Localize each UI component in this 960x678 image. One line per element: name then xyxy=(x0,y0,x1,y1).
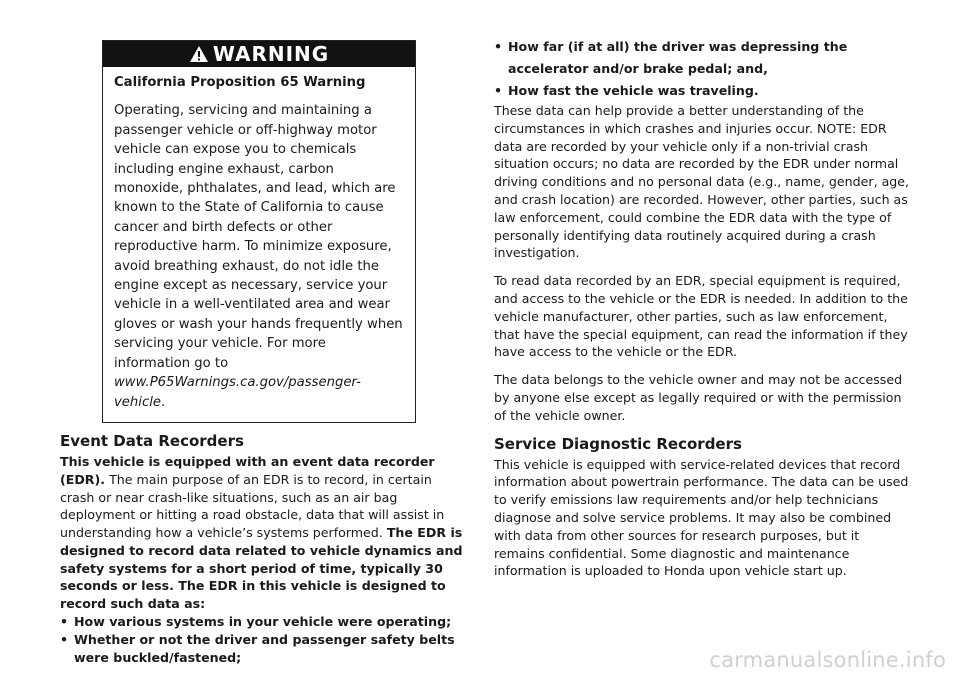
list-item xyxy=(60,613,466,631)
list-item xyxy=(60,631,466,667)
warning-body-text: Operating, servicing and maintaining a passenger vehicle or off-highway motor vehicle can expose you to chemicals including engine exhaust, carbon monoxide, phthalates, and lead, which are known to the State of California to cause cancer and birth defects or other reproductive harm. To minimize exposure, avoid breathing exhaust, do not idle the engine except as necessary, service your vehicle in a well-ventilated area and wear gloves or wash your hands frequently when servicing your vehicle. For more information go to xyxy=(114,103,403,371)
bullet-dot: • xyxy=(60,614,69,630)
sdr-paragraph: This vehicle is equipped with service-related devices that record information about powertrain performance. The data can be used to verify emissions law requirements and/or help technicians diagnose and solve service problems. It may also be combined with data from other sources for research purposes, but it remains confidential. Some diagnostic and maintenance information is uploaded to Honda upon vehicle start up. xyxy=(494,456,909,579)
edr-heading: Event Data Recorders xyxy=(60,431,244,450)
list-item-text: How far (if at all) the driver was depressing the accelerator and/or brake pedal; and, xyxy=(508,39,848,76)
edr-intro-bold: This vehicle is equipped with an event data recorder (EDR). xyxy=(60,453,435,487)
edr-paragraph-3: The data belongs to the vehicle owner and may not be accessed by anyone else except as legally required or with the permission of the vehicle owner. xyxy=(494,372,903,423)
edr-intro xyxy=(60,453,466,613)
warning-triangle-icon xyxy=(189,45,209,63)
edr-bullet-list-left xyxy=(60,613,466,666)
edr-intro-bold-2: The EDR is designed to record data related to vehicle dynamics and safety systems for a short period of time, typically 30 seconds or less. The EDR in this vehicle is designed to record such data as: xyxy=(60,525,463,612)
watermark: carmanualsonline.info xyxy=(709,648,946,672)
bullet-dot: • xyxy=(60,631,69,647)
list-item-text: How various systems in your vehicle were operating; xyxy=(74,614,452,630)
warning-title: California Proposition 65 Warning xyxy=(114,75,366,90)
sdr-heading: Service Diagnostic Recorders xyxy=(494,434,742,453)
warning-url: www.P65Warnings.ca.gov/passenger-vehicle xyxy=(114,375,361,410)
warning-text xyxy=(114,101,405,412)
list-item xyxy=(494,80,910,102)
list-item-text: How fast the vehicle was traveling. xyxy=(508,83,759,98)
edr-intro-text: The main purpose of an EDR is to record, in certain crash or near crash-like situations, such as an air bag deployment or hitting a road obstacle, data that will assist in understanding how a vehicle’s systems performed. xyxy=(60,471,445,541)
list-item xyxy=(494,36,910,80)
right-column xyxy=(494,36,910,580)
edr-paragraph-2: To read data recorded by an EDR, special equipment is required, and access to the vehicle or the EDR is needed. In addition to the vehicle manufacturer, other parties, such as law enforcement, that have the special equipment, can read the information if they have access to the vehicle or the EDR. xyxy=(494,273,908,360)
bullet-dot: • xyxy=(494,39,503,54)
warning-header-label: WARNING xyxy=(212,42,330,66)
left-column xyxy=(60,40,466,666)
edr-bullet-list-right xyxy=(494,36,910,102)
warning-box xyxy=(102,40,416,423)
warning-header xyxy=(103,41,415,67)
edr-paragraph-1: These data can help provide a better understanding of the circumstances in which crashes and injuries occur. NOTE: EDR data are recorded by your vehicle only if a non-trivial crash situation occurs; no data are recorded by the EDR under normal driving conditions and no personal data (e.g., name, gender, age, and crash location) are recorded. However, other parties, such as law enforcement, could combine the EDR data with the type of personally identifying data routinely acquired during a crash investigation. xyxy=(494,103,910,261)
warning-body xyxy=(103,67,415,412)
warning-url-suffix: . xyxy=(160,394,166,410)
bullet-dot: • xyxy=(494,83,503,98)
list-item-text: Whether or not the driver and passenger safety belts were buckled/fastened; xyxy=(74,631,455,665)
